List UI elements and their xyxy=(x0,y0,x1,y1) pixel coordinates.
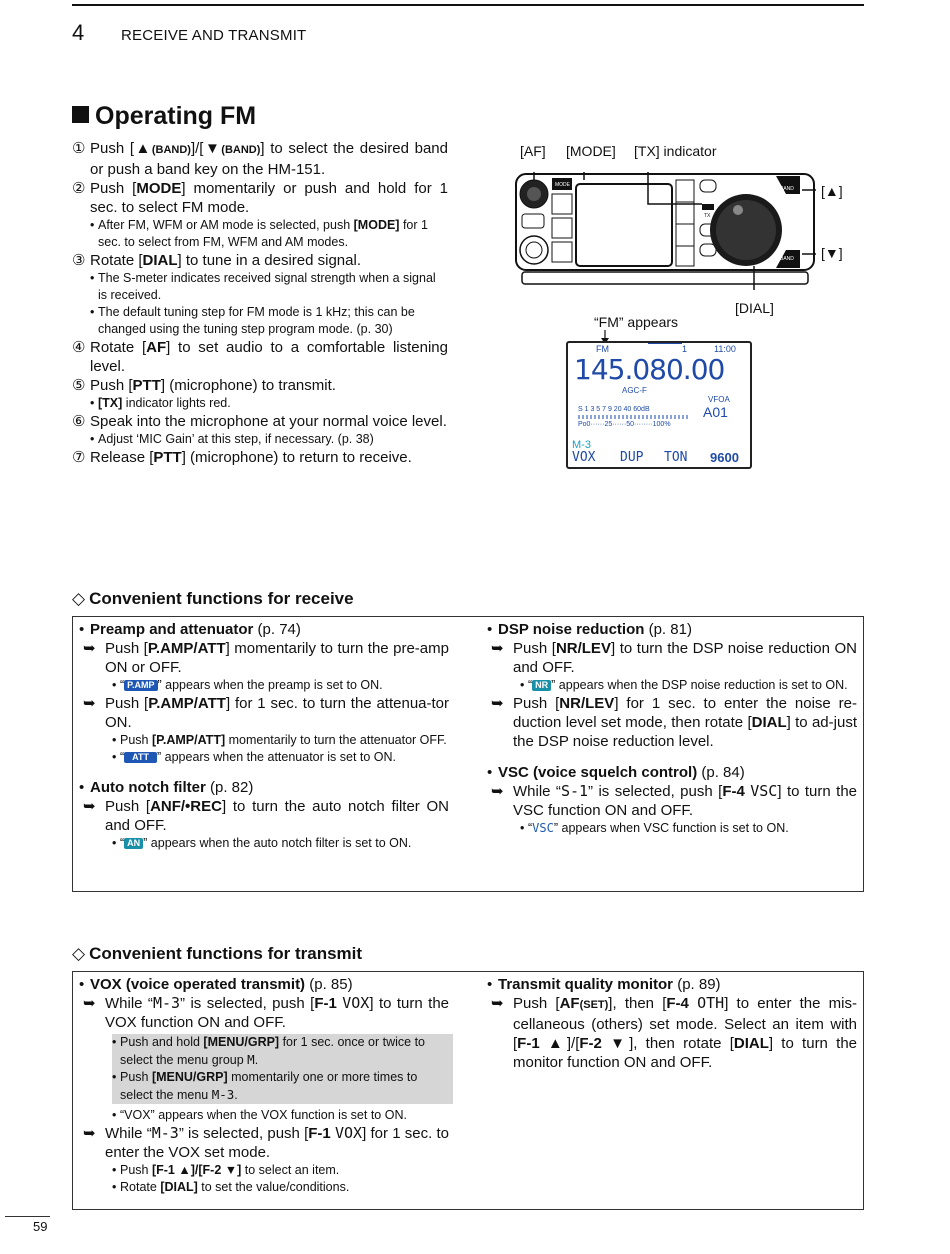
meter-bar-icon xyxy=(578,415,688,419)
nr-badge: NR xyxy=(532,680,551,691)
svg-text:BAND: BAND xyxy=(780,186,794,192)
lcd-time: 11:00 xyxy=(714,344,736,354)
transmit-box xyxy=(72,971,864,1210)
step-note: • Adjust ‘MIC Gain’ at this step, if necessary. (p. 38) xyxy=(90,432,374,446)
dsp-item: • DSP noise reduction (p. 81) xyxy=(487,621,692,638)
step-note: • The default tuning step for FM mode is 1 kHz; this can be changed using the tuning step program mode. (p. 30) xyxy=(90,305,415,336)
arrow-icon: ➥ xyxy=(83,798,96,815)
arrow-icon: ➥ xyxy=(491,695,504,712)
chapter-number: 4 xyxy=(72,20,85,45)
step-2: ② Push [MODE] momentarily or push and hold for 1 sec. to select FM mode. xyxy=(72,180,449,216)
step-5: ⑤ Push [PTT] (microphone) to transmit. xyxy=(72,377,336,394)
lcd-menu: M-3 xyxy=(572,439,591,451)
top-rule xyxy=(72,4,864,6)
svg-text:TX: TX xyxy=(704,213,711,219)
lcd-memory: A01 xyxy=(703,404,728,420)
dial-label: [DIAL] xyxy=(735,300,774,316)
svg-text:MODE: MODE xyxy=(555,182,570,188)
arrow-icon: ➥ xyxy=(491,640,504,657)
arrow-icon: ➥ xyxy=(491,995,504,1012)
receive-left-column: • Preamp and attenuator (p. 74) ➥ Push [P.AMP/ATT] momentarily to turn the pre-amp ON or OFF. • “ P.AMP ” appears when the preamp is set to ON. ➥ Push [P.AMP/ATT] for 1 sec. to turn the attenua-tor ON. • Push [P.AMP/ATT] momentarily to turn the attenuator OFF. • “ ATT ” appears when the attenuator is set to ON. • Auto notch filter (p. 82) ➥ Push [ANF/•REC] to turn the auto notch filter ON and OFF. • “ AN ” appears when the auto notch filter is set to ON. xyxy=(79,621,450,850)
tx-indicator-icon xyxy=(702,204,714,210)
notch-item: • Auto notch filter (p. 82) xyxy=(79,779,254,796)
receive-heading: ◇ Convenient functions for receive xyxy=(72,589,354,608)
vsc-badge: VSC xyxy=(532,821,554,835)
arrow-icon: ➥ xyxy=(83,1125,96,1142)
monitor-item: • Transmit quality monitor (p. 89) xyxy=(487,976,721,993)
steps-list xyxy=(72,139,448,467)
tx-indicator-label: [TX] indicator xyxy=(634,143,717,159)
arrow-icon: ➥ xyxy=(83,640,96,657)
lcd-frequency: 145.080.00 xyxy=(574,353,725,386)
lcd-filter: 1 xyxy=(682,344,688,354)
receive-box xyxy=(72,616,864,892)
transmit-heading: ◇ Convenient functions for transmit xyxy=(72,944,363,963)
chapter-title: RECEIVE AND TRANSMIT xyxy=(121,27,307,44)
af-label: [AF] xyxy=(520,143,546,159)
step-4: ④ Rotate [AF] to set audio to a comfortable listening level. xyxy=(72,339,448,375)
step-note: • [TX] indicator lights red. xyxy=(90,396,231,410)
fm-appears-label: “FM” appears xyxy=(594,314,679,330)
radio-front-panel-diagram xyxy=(514,172,816,290)
transmit-left-column: • VOX (voice operated transmit) (p. 85) ➥ While “M-3” is selected, push [F-1 VOX] to turn the VOX function ON and OFF. • Push and hold [MENU/GRP] for 1 sec. once or twice to select the menu group M. • Push [MENU/GRP] momentarily one or more times to select the menu M-3. • “VOX” appears when the VOX function is set to ON. ➥ While “M-3” is selected, push [F-1 VOX] for 1 sec. to enter the VOX set mode. • Push [F-1 ▲]/[F-2 ▼] to select an item. • Rotate [DIAL] to set the value/conditions. xyxy=(79,975,449,1196)
lcd-agc: AGC-F xyxy=(622,386,647,395)
vsc-item: • VSC (voice squelch control) (p. 84) xyxy=(487,764,745,781)
transmit-right-column: • Transmit quality monitor (p. 89) ➥ Push [AF(SET)], then [F-4 OTH] to enter the mis-cellaneous (others) set mode. Select an item with [F-1 ▲]/[F-2 ▼], then rotate [DIAL] to turn the monitor function ON and OFF. xyxy=(487,976,858,1071)
lcd-f2: DUP xyxy=(620,450,644,465)
step-note: • After FM, WFM or AM mode is selected, push [MODE] for 1 sec. to select from FM, WFM and AM modes. xyxy=(90,218,428,249)
step-1: ① Push [▲(BAND)]/[▼(BAND)] to select the desired band or push a band key on the HM-151. xyxy=(72,140,448,178)
svg-text:BAND: BAND xyxy=(780,256,794,262)
lcd-screen-icon xyxy=(576,184,672,266)
lcd-po-meter: Po0······25······50········100% xyxy=(578,421,671,428)
preamp-item: • Preamp and attenuator (p. 74) xyxy=(79,621,301,638)
lcd-vfo: VFOA xyxy=(708,395,730,404)
lcd-f3: TON xyxy=(664,450,688,465)
lcd-mode: FM xyxy=(596,344,609,354)
page-number: 59 xyxy=(33,1219,48,1234)
arrow-icon: ➥ xyxy=(83,695,96,712)
menu-select-note: • Push and hold [MENU/GRP] for 1 sec. once or twice to select the menu group M. • Push [MENU/GRP] momentarily one or more times to select the menu M-3. xyxy=(112,1034,453,1104)
lcd-f1: VOX xyxy=(572,450,596,465)
filter-shape-icon xyxy=(648,343,682,352)
arrow-icon: ➥ xyxy=(83,995,96,1012)
an-badge: AN xyxy=(124,838,143,849)
arrow-icon: ➥ xyxy=(491,783,504,800)
step-note: • The S-meter indicates received signal strength when a signal is received. xyxy=(90,271,436,302)
p-amp-badge: P.AMP xyxy=(124,680,157,691)
att-badge: ATT xyxy=(124,752,157,763)
lcd-display xyxy=(566,341,752,469)
down-label: [▼] xyxy=(821,245,843,261)
section-title: Operating FM xyxy=(72,102,256,131)
page-number-rule xyxy=(5,1216,50,1217)
step-7: ⑦ Release [PTT] (microphone) to return to receive. xyxy=(72,449,412,466)
square-bullet-icon xyxy=(72,106,89,123)
up-label: [▲] xyxy=(821,183,843,199)
step-6: ⑥ Speak into the microphone at your normal voice level. xyxy=(72,413,447,430)
receive-right-column: • DSP noise reduction (p. 81) ➥ Push [NR/LEV] to turn the DSP noise reduction ON and OFF. • “ NR ” appears when the DSP noise reduction is set to ON. ➥ Push [NR/LEV] for 1 sec. to enter the noise re-duction level set mode, then rotate [DIAL] to ad-just the DSP noise reduction level. • VSC (voice squelch control) (p. 84) ➥ While “S-1” is selected, push [F-4 VSC] to turn the VSC function ON and OFF. • “VSC” appears when VSC function is set to ON. xyxy=(487,621,858,835)
step-3: ③ Rotate [DIAL] to tune in a desired signal. xyxy=(72,252,361,269)
lcd-smeter: S 1 3 5 7 9 20 40 60dB xyxy=(578,406,650,413)
mode-label: [MODE] xyxy=(566,143,616,159)
lcd-f4: 9600 xyxy=(710,450,739,465)
vox-item: • VOX (voice operated transmit) (p. 85) xyxy=(79,976,353,993)
